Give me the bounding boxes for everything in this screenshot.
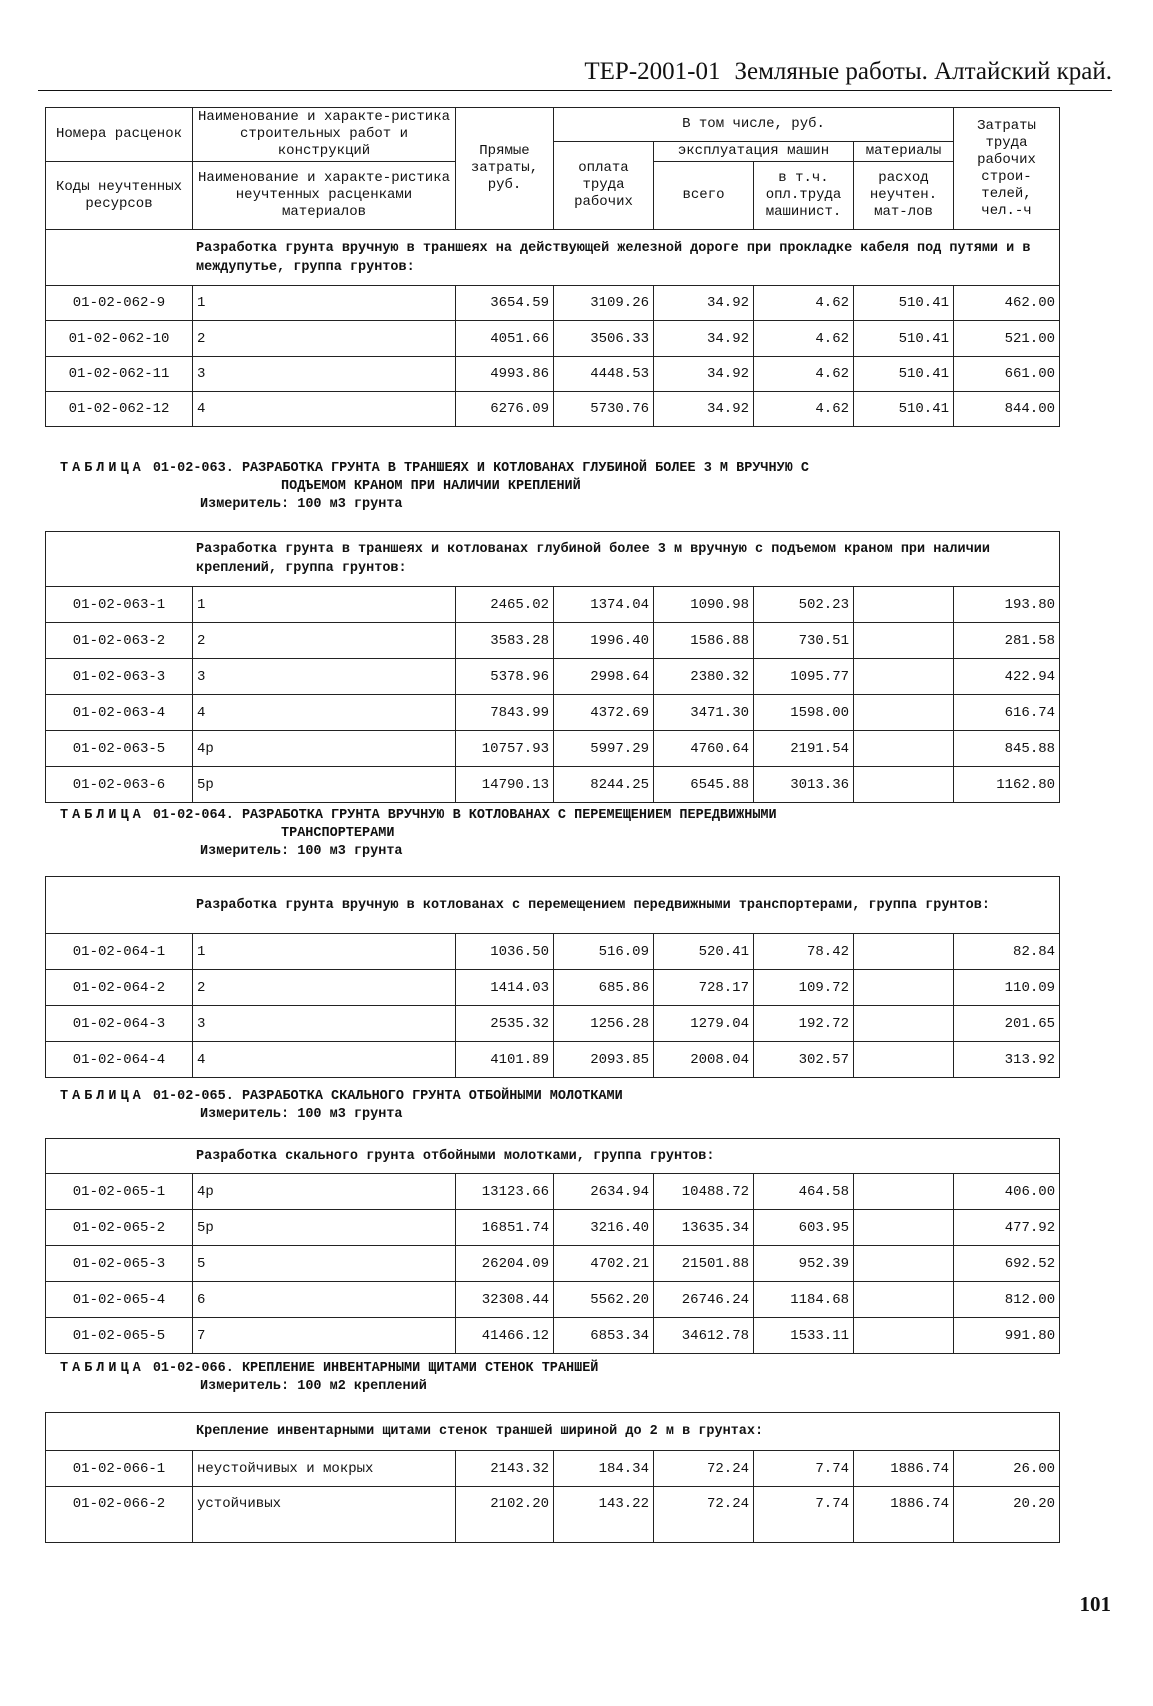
header-rate-number: Номера расценок <box>46 108 193 162</box>
measure-064: Измеритель: 100 м3 грунта <box>200 844 403 859</box>
section-title-066: Крепление инвентарными щитами стенок траншей шириной до 2 м в грунтах: <box>46 1413 1060 1451</box>
section-title-065: Разработка скального грунта отбойными молотками, группа грунтов: <box>46 1139 1060 1174</box>
table-row: 01-02-065-1 4р 13123.66 2634.94 10488.72 464.58 406.00 <box>46 1174 1060 1210</box>
table-row: 01-02-063-5 4р 10757.93 5997.29 4760.64 2191.54 845.88 <box>46 731 1060 767</box>
header-labor-costs: Затраты труда рабочих строи-телей, чел.-ч <box>954 108 1060 230</box>
table-row: 01-02-064-1 1 1036.50 516.09 520.41 78.42 82.84 <box>46 934 1060 970</box>
caption-066: ТАБЛИЦА 01-02-066. КРЕПЛЕНИЕ ИНВЕНТАРНЫМИ ЩИТАМИ СТЕНОК ТРАНШЕЙ Измеритель: 100 м2 креплений <box>60 1360 1060 1396</box>
header-worker-pay: оплата труда рабочих <box>554 142 654 230</box>
header-direct-costs: Прямые затраты, руб. <box>456 108 554 230</box>
caption-065: ТАБЛИЦА 01-02-065. РАЗРАБОТКА СКАЛЬНОГО ГРУНТА ОТБОЙНЫМИ МОЛОТКАМИ Измеритель: 100 м3 грунта <box>60 1088 1060 1124</box>
header-work-name: Наименование и характе-ристика строительных работ и конструкций <box>193 108 456 162</box>
header-materials: материалы <box>854 142 954 162</box>
table-row: 01-02-065-2 5р 16851.74 3216.40 13635.34 603.95 477.92 <box>46 1210 1060 1246</box>
table-066 <box>45 1412 1060 1543</box>
page-number: 101 <box>1079 1592 1111 1616</box>
section-title-064: Разработка грунта вручную в котлованах с перемещением передвижными транспортерами, группа грунтов: <box>46 877 1060 934</box>
table-row: 01-02-066-1 неустойчивых и мокрых 2143.32 184.34 72.24 7.74 1886.74 26.00 <box>46 1451 1060 1487</box>
header-material-names: Наименование и характе-ристика неучтенных расценками материалов <box>193 162 456 230</box>
table-row: 01-02-063-1 1 2465.02 1374.04 1090.98 502.23 193.80 <box>46 587 1060 623</box>
header-material-consumption: расход неучтен. мат-лов <box>854 162 954 230</box>
document-code: ТЕР-2001-01 <box>584 58 721 85</box>
table-063 <box>45 531 1060 803</box>
table-row: 01-02-062-9 1 3654.59 3109.26 34.92 4.62 510.41 462.00 <box>46 286 1060 321</box>
table-row: 01-02-062-11 3 4993.86 4448.53 34.92 4.62 510.41 661.00 <box>46 357 1060 392</box>
table-row: 01-02-064-3 3 2535.32 1256.28 1279.04 192.72 201.65 <box>46 1006 1060 1042</box>
table-row: 01-02-065-5 7 41466.12 6853.34 34612.78 1533.11 991.80 <box>46 1318 1060 1354</box>
measure-066: Измеритель: 100 м2 креплений <box>200 1379 427 1394</box>
caption-063: ТАБЛИЦА 01-02-063. РАЗРАБОТКА ГРУНТА В ТРАНШЕЯХ И КОТЛОВАНАХ ГЛУБИНОЙ БОЛЕЕ 3 М ВРУЧНУЮ С ПОДЪЕМОМ КРАНОМ ПРИ НАЛИЧИИ КРЕПЛЕНИЙ Измеритель: 100 м3 грунта <box>60 460 1060 514</box>
measure-065: Измеритель: 100 м3 грунта <box>200 1107 403 1122</box>
table-065 <box>45 1138 1060 1354</box>
table-row: 01-02-063-4 4 7843.99 4372.69 3471.30 1598.00 616.74 <box>46 695 1060 731</box>
table-row: 01-02-063-2 2 3583.28 1996.40 1586.88 730.51 281.58 <box>46 623 1060 659</box>
header-machines: эксплуатация машин <box>654 142 854 162</box>
table-row: 01-02-065-4 6 32308.44 5562.20 26746.24 1184.68 812.00 <box>46 1282 1060 1318</box>
table-062 <box>45 107 1060 427</box>
table-064 <box>45 876 1060 1078</box>
table-row: 01-02-063-3 3 5378.96 2998.64 2380.32 1095.77 422.94 <box>46 659 1060 695</box>
caption-064: ТАБЛИЦА 01-02-064. РАЗРАБОТКА ГРУНТА ВРУЧНУЮ В КОТЛОВАНАХ С ПЕРЕМЕЩЕНИЕМ ПЕРЕДВИЖНЫМИ ТРАНСПОРТЕРАМИ Измеритель: 100 м3 грунта <box>60 807 1060 861</box>
measure-063: Измеритель: 100 м3 грунта <box>200 497 403 512</box>
table-row: 01-02-062-10 2 4051.66 3506.33 34.92 4.62 510.41 521.00 <box>46 321 1060 357</box>
header-machines-total: всего <box>654 162 754 230</box>
table-row: 01-02-063-6 5р 14790.13 8244.25 6545.88 3013.36 1162.80 <box>46 767 1060 803</box>
table-row: 01-02-064-4 4 4101.89 2093.85 2008.04 302.57 313.92 <box>46 1042 1060 1078</box>
table-row: 01-02-064-2 2 1414.03 685.86 728.17 109.72 110.09 <box>46 970 1060 1006</box>
header-resource-codes: Коды неучтенных ресурсов <box>46 162 193 230</box>
header-including: В том числе, руб. <box>554 108 954 142</box>
section-title-062: Разработка грунта вручную в траншеях на действующей железной дороге при прокладке кабеля под путями и в междупутье, группа грунтов: <box>46 230 1060 286</box>
table-row: 01-02-066-2 устойчивых 2102.20 143.22 72.24 7.74 1886.74 20.20 <box>46 1487 1060 1543</box>
section-title-063: Разработка грунта в траншеях и котлованах глубиной более 3 м вручную с подъемом краном при наличии креплений, группа грунтов: <box>46 532 1060 587</box>
table-row: 01-02-065-3 5 26204.09 4702.21 21501.88 952.39 692.52 <box>46 1246 1060 1282</box>
table-row: 01-02-062-12 4 6276.09 5730.76 34.92 4.62 510.41 844.00 <box>46 392 1060 427</box>
header-machinist-pay: в т.ч. опл.труда машинист. <box>754 162 854 230</box>
document-title: Земляные работы. Алтайский край. <box>734 58 1112 85</box>
running-header <box>38 54 1112 91</box>
